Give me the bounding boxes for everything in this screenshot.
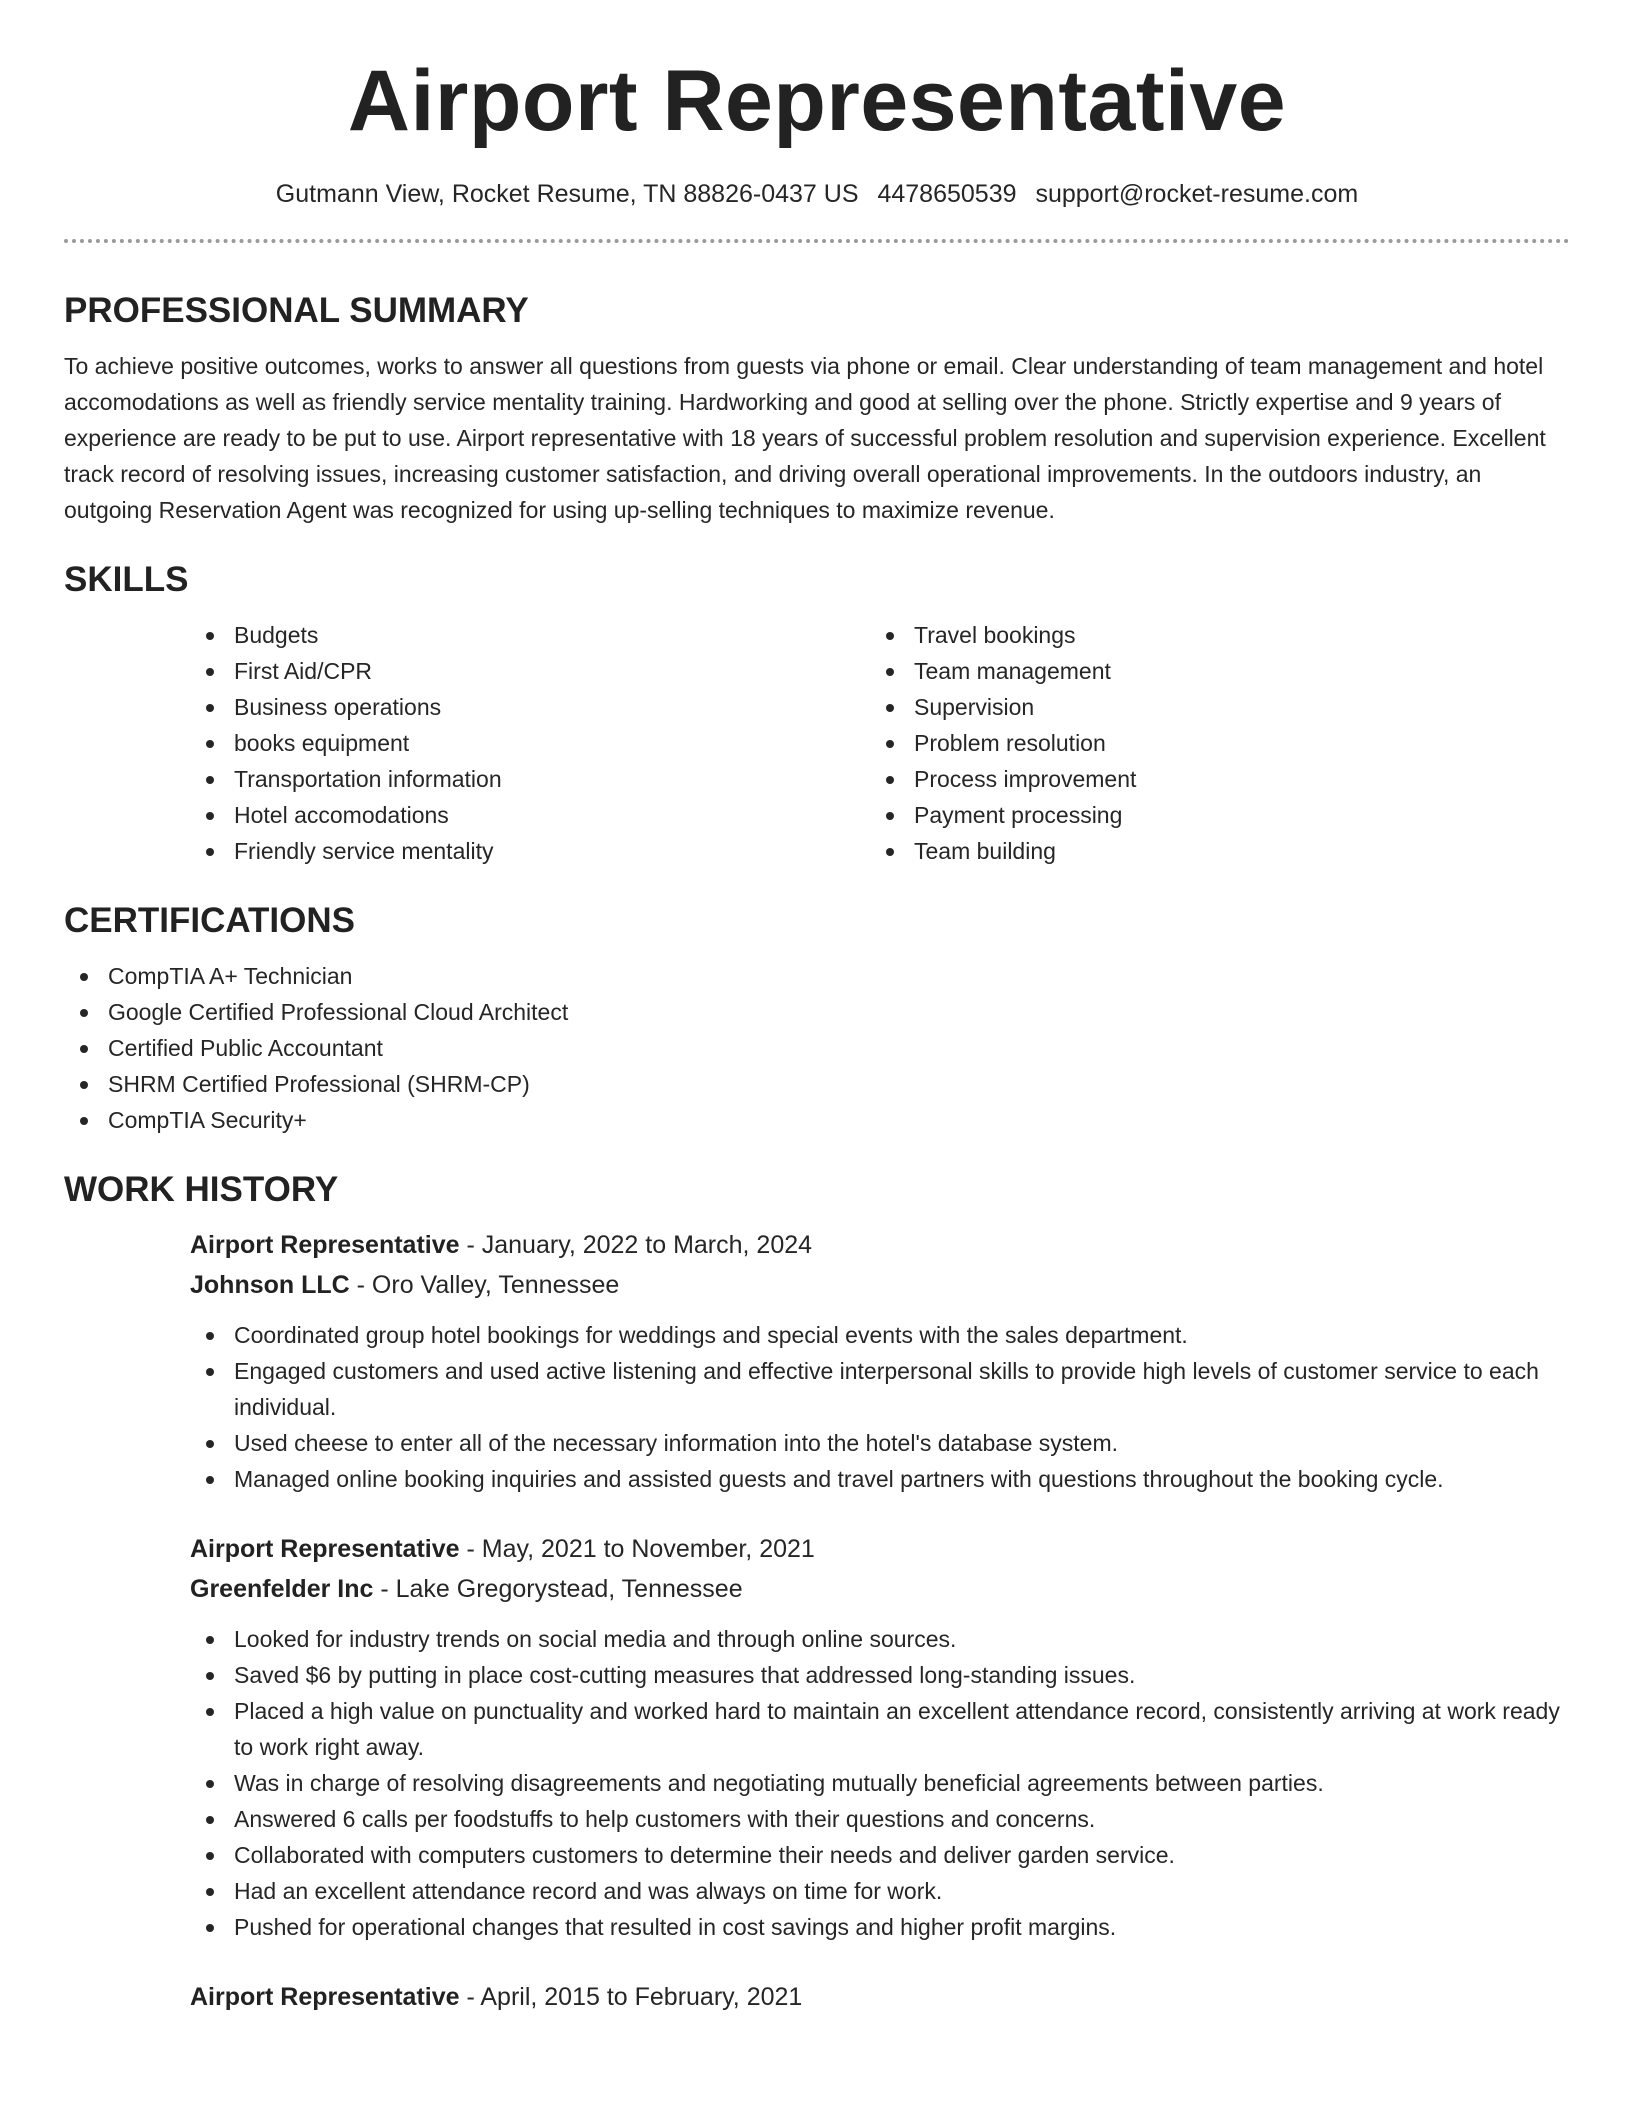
summary-text: To achieve positive outcomes, works to answer all questions from guests via phone or email. Clear understanding of team management and hotel accomodations as well as friendly service mentality training. Hardworking and good at selling over the phone. Strictly expertise and 9 years of experience are ready to be put to use. Airport representative with 18 years of successful problem resolution and supervision experience. Excellent track record of resolving issues, increasing customer satisfaction, and driving overall operational improvements. In the outdoors industry, an outgoing Reservation Agent was recognized for using up-selling techniques to maximize revenue.: [64, 353, 1546, 523]
skills-section: [64, 562, 1570, 869]
job-bullet: Answered 6 calls per foodstuffs to help customers with their questions and concerns.: [190, 1801, 1570, 1837]
skill-item: Team building: [870, 833, 1550, 869]
job-company-line: [190, 1569, 1570, 1609]
contact-phone: 4478650539: [877, 180, 1017, 208]
job-role-line: [190, 1977, 1570, 2017]
job-bullets: [190, 1317, 1570, 1497]
job-role-line: [190, 1225, 1570, 1265]
skills-grid: [190, 617, 1570, 869]
job-company: Greenfelder Inc: [190, 1575, 374, 1603]
skill-item: Process improvement: [870, 761, 1550, 797]
certification-item: SHRM Certified Professional (SHRM-CP): [64, 1066, 1570, 1102]
skill-item: Friendly service mentality: [190, 833, 870, 869]
skill-item: Supervision: [870, 689, 1550, 725]
contact-line: [64, 180, 1570, 209]
skill-item: First Aid/CPR: [190, 653, 870, 689]
job-bullet: Used cheese to enter all of the necessary information into the hotel's database system.: [190, 1425, 1570, 1461]
job-bullet: Engaged customers and used active listening and effective interpersonal skills to provide high levels of customer service to each individual.: [190, 1353, 1570, 1425]
skill-item: Payment processing: [870, 797, 1550, 833]
work-history-title: WORK HISTORY: [64, 1170, 339, 1209]
job-role: Airport Representative: [190, 1231, 460, 1259]
certifications-title: CERTIFICATIONS: [64, 901, 356, 940]
skill-item: books equipment: [190, 725, 870, 761]
job-location: - Lake Gregorystead, Tennessee: [373, 1575, 743, 1603]
job-company: Johnson LLC: [190, 1271, 350, 1299]
job-location: - Oro Valley, Tennessee: [349, 1271, 620, 1299]
skills-title: SKILLS: [64, 560, 189, 599]
certifications-section: [64, 903, 1570, 1138]
contact-email: support@rocket-resume.com: [1035, 180, 1359, 208]
certifications-list: [64, 958, 1570, 1138]
job-bullet: Looked for industry trends on social media and through online sources.: [190, 1621, 1570, 1657]
job-bullet: Pushed for operational changes that resulted in cost savings and higher profit margins.: [190, 1909, 1570, 1945]
job-bullet: Was in charge of resolving disagreements and negotiating mutually beneficial agreements between parties.: [190, 1765, 1570, 1801]
job-bullet: Coordinated group hotel bookings for weddings and special events with the sales department.: [190, 1317, 1570, 1353]
skill-item: Budgets: [190, 617, 870, 653]
skills-column-left: [190, 617, 870, 869]
skill-item: Team management: [870, 653, 1550, 689]
summary-section: [64, 293, 1570, 528]
header-divider: [64, 239, 1570, 243]
job-dates: - May, 2021 to November, 2021: [459, 1535, 815, 1563]
job-dates: - January, 2022 to March, 2024: [459, 1231, 813, 1259]
work-history-section: [64, 1172, 1570, 2017]
resume-name: Airport Representative: [347, 53, 1287, 149]
job-dates: - April, 2015 to February, 2021: [459, 1983, 803, 2011]
job-entry: [190, 1225, 1570, 1497]
skill-item: Transportation information: [190, 761, 870, 797]
job-bullets: [190, 1621, 1570, 1945]
skill-item: Business operations: [190, 689, 870, 725]
job-bullet: Had an excellent attendance record and was always on time for work.: [190, 1873, 1570, 1909]
resume-page: [64, 0, 1570, 2017]
contact-address: Gutmann View, Rocket Resume, TN 88826-0437 US: [275, 180, 859, 208]
certification-item: Google Certified Professional Cloud Architect: [64, 994, 1570, 1030]
skills-column-right: [870, 617, 1550, 869]
job-entry: [190, 1529, 1570, 1945]
summary-title: PROFESSIONAL SUMMARY: [64, 291, 529, 330]
certification-item: CompTIA A+ Technician: [64, 958, 1570, 994]
job-bullet: Collaborated with computers customers to determine their needs and deliver garden service.: [190, 1837, 1570, 1873]
skill-item: Travel bookings: [870, 617, 1550, 653]
job-company-line: [190, 1265, 1570, 1305]
job-bullet: Placed a high value on punctuality and worked hard to maintain an excellent attendance record, consistently arriving at work ready to work right away.: [190, 1693, 1570, 1765]
job-role: Airport Representative: [190, 1535, 460, 1563]
skill-item: Problem resolution: [870, 725, 1550, 761]
job-bullet: Saved $6 by putting in place cost-cutting measures that addressed long-standing issues.: [190, 1657, 1570, 1693]
certification-item: Certified Public Accountant: [64, 1030, 1570, 1066]
job-role: Airport Representative: [190, 1983, 460, 2011]
skill-item: Hotel accomodations: [190, 797, 870, 833]
job-entry: [190, 1977, 1570, 2017]
certification-item: CompTIA Security+: [64, 1102, 1570, 1138]
job-role-line: [190, 1529, 1570, 1569]
job-bullet: Managed online booking inquiries and assisted guests and travel partners with questions throughout the booking cycle.: [190, 1461, 1570, 1497]
